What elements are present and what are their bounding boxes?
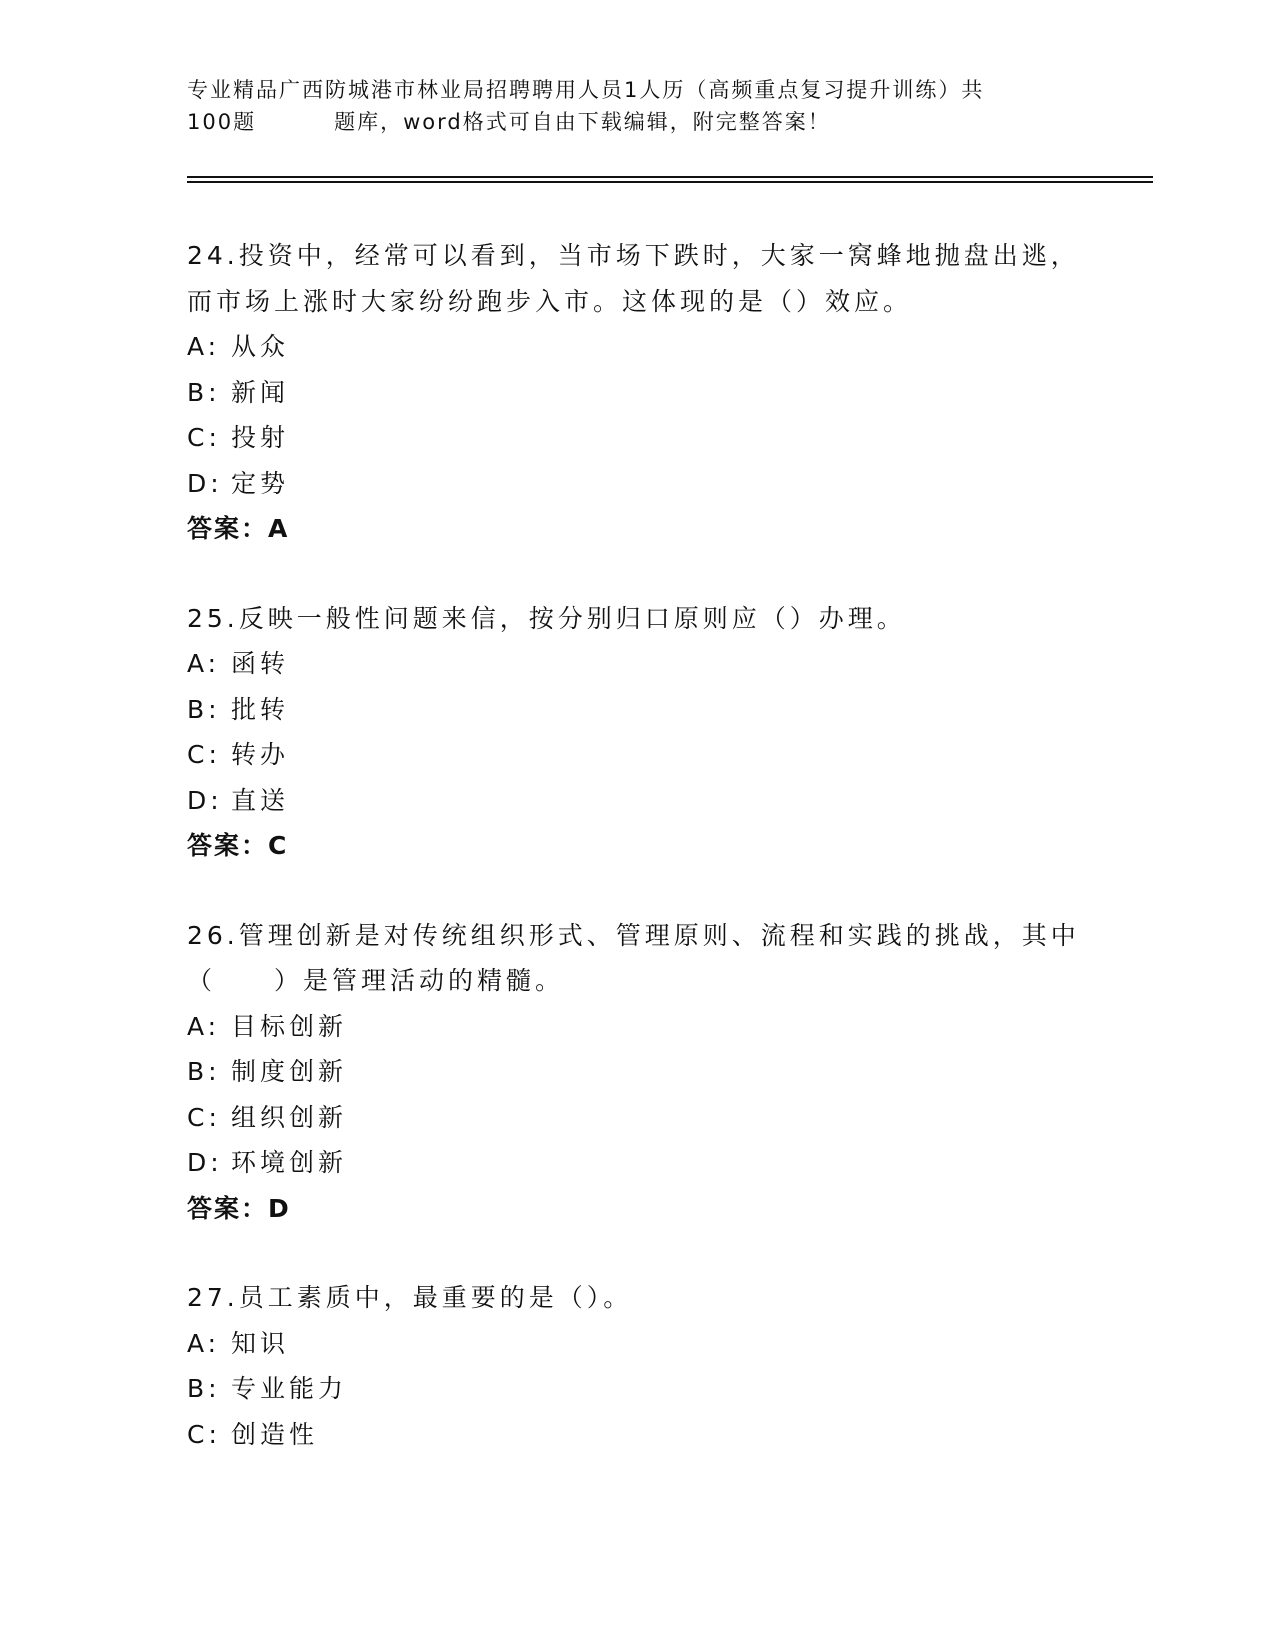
question-24 [187, 233, 1107, 552]
question-text-line: 27.员工素质中，最重要的是（）。 [187, 1283, 633, 1312]
option-text: 制度创新 [231, 1057, 348, 1086]
header-divider-top [187, 176, 1153, 178]
option-b [187, 1366, 1107, 1412]
question-text-line: （ ）是管理活动的精髓。 [187, 966, 565, 995]
question-text-line: 25.反映一般性问题来信，按分别归口原则应（）办理。 [187, 603, 906, 633]
question-27 [187, 1275, 1107, 1457]
document-header [187, 74, 1087, 138]
question-25 [187, 596, 1107, 869]
option-label: B: [187, 694, 221, 724]
option-text: 创造性 [231, 1419, 319, 1449]
option-c [187, 1095, 1107, 1141]
option-label: D: [187, 1148, 223, 1177]
option-text: 组织创新 [231, 1102, 348, 1132]
option-text: 定势 [231, 468, 290, 498]
option-label: C: [187, 423, 221, 452]
option-b [187, 370, 1107, 416]
header-subtitle: 题库，word格式可自由下载编辑，附完整答案！ [334, 110, 831, 134]
question-text-line: 26.管理创新是对传统组织形式、管理原则、流程和实践的挑战，其中 [187, 920, 1080, 950]
header-divider-bottom [187, 181, 1153, 183]
option-a [187, 324, 1107, 370]
answer: 答案：C [187, 831, 289, 860]
option-text: 目标创新 [231, 1011, 348, 1041]
option-b [187, 687, 1107, 733]
question-text-line: 而市场上涨时大家纷纷跑步入市。这体现的是（）效应。 [187, 286, 913, 316]
question-list [187, 233, 1107, 1501]
option-d [187, 1140, 1107, 1186]
option-text: 批转 [231, 694, 290, 724]
option-d [187, 778, 1107, 824]
option-label: B: [187, 1374, 221, 1403]
option-b [187, 1049, 1107, 1095]
option-d [187, 461, 1107, 507]
header-title-line-1: 专业精品广西防城港市林业局招聘聘用人员1人历（高频重点复习提升训练）共 [187, 78, 985, 102]
option-label: C: [187, 740, 221, 769]
option-text: 知识 [231, 1328, 290, 1358]
option-text: 专业能力 [231, 1374, 348, 1403]
option-text: 函转 [231, 649, 290, 678]
answer: 答案：D [187, 1193, 291, 1223]
question-26 [187, 913, 1107, 1232]
option-c [187, 1412, 1107, 1458]
option-label: A: [187, 1011, 221, 1041]
option-a [187, 641, 1107, 687]
option-label: C: [187, 1419, 221, 1449]
option-label: B: [187, 1057, 221, 1086]
option-text: 环境创新 [231, 1148, 348, 1177]
option-text: 转办 [231, 740, 290, 769]
option-label: B: [187, 377, 221, 407]
option-c [187, 415, 1107, 461]
option-text: 从众 [231, 332, 290, 361]
option-text: 投射 [231, 423, 290, 452]
option-label: A: [187, 649, 221, 678]
option-c [187, 732, 1107, 778]
option-a [187, 1004, 1107, 1050]
option-text: 直送 [231, 785, 290, 815]
header-title-line-2 [187, 106, 1087, 138]
option-label: D: [187, 468, 223, 498]
option-label: A: [187, 332, 221, 361]
question-text-line: 24.投资中，经常可以看到，当市场下跌时，大家一窝蜂地抛盘出逃， [187, 241, 1080, 270]
option-label: C: [187, 1102, 221, 1132]
option-label: D: [187, 785, 223, 815]
option-label: A: [187, 1328, 221, 1358]
answer: 答案：A [187, 514, 290, 543]
option-text: 新闻 [231, 377, 290, 407]
option-a [187, 1321, 1107, 1367]
header-question-count: 100题 [187, 110, 257, 134]
